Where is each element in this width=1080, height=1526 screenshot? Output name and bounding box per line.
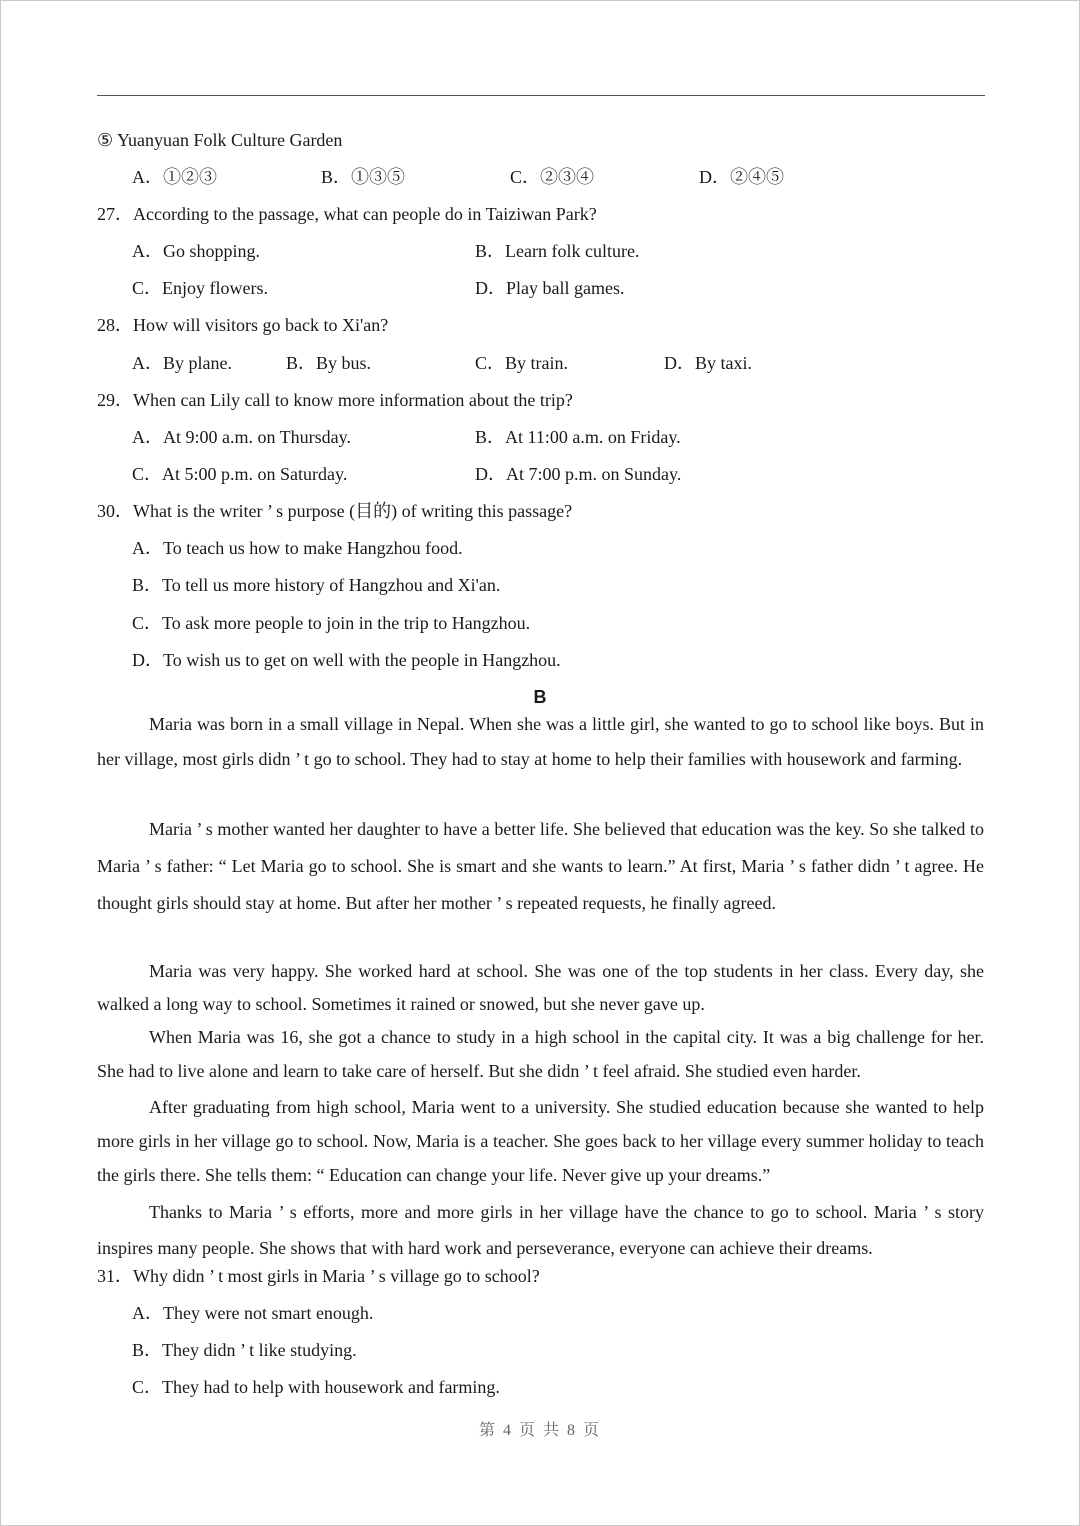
q28-options [132,352,853,374]
passage-paragraph-2: Maria ’ s mother wanted her daughter to have a better life. She believed that education was the key. So she talked to Maria ’ s father: “ Let Maria go to school. She is smart and she wants to learn.” At first, Maria ’ s father didn ’ t agree. He thought girls should stay at home. But after her mother ’ s repeated requests, he finally agreed. [97,819,984,913]
q29-options-row1 [132,426,818,448]
q28-question: 28．How will visitors go back to Xi'an? [97,315,389,335]
q31-question: 31．Why didn ’ t most girls in Maria ’ s village go to school? [97,1266,540,1286]
passage-paragraph-3: Maria was very happy. She worked hard at school. She was one of the top students in her class. Every day, she walked a long way to school. Sometimes it rained or snowed, but she never gave up. [97,961,984,1014]
q27-options-row1 [132,240,818,262]
q29-option-c[interactable]: C．At 5:00 p.m. on Saturday. [132,464,348,484]
header-rule [97,95,985,96]
q27-option-c[interactable]: C．Enjoy flowers. [132,278,268,298]
q26-option-a[interactable]: A．①②③ [132,167,217,187]
q30-option-b[interactable]: B．To tell us more history of Hangzhou and Xi'an. [132,575,501,595]
q27-question: 27．According to the passage, what can people do in Taiziwan Park? [97,204,597,224]
q27-options-row2 [132,277,818,299]
q26-option-d[interactable]: D．②④⑤ [699,167,784,187]
q29-options-row2 [132,463,818,485]
q30-option-c[interactable]: C．To ask more people to join in the trip to Hangzhou. [132,613,531,633]
q31-option-a[interactable]: A．They were not smart enough. [132,1303,374,1323]
q27-option-b[interactable]: B．Learn folk culture. [475,241,640,261]
q29-question: 29．When can Lily call to know more information about the trip? [97,390,573,410]
page-number-footer: 第 4 页 共 8 页 [478,1422,601,1439]
q26-item-5: ⑤ Yuanyuan Folk Culture Garden [97,130,343,150]
passage-paragraph-1: Maria was born in a small village in Nepal. When she was a little girl, she wanted to go to school like boys. But in her village, most girls didn ’ t go to school. They had to stay at home to help their families with housework and farming. [97,714,984,769]
q28-option-a[interactable]: A．By plane. [132,353,232,373]
q27-option-a[interactable]: A．Go shopping. [132,241,261,261]
q30-option-a[interactable]: A．To teach us how to make Hangzhou food. [132,538,463,558]
q26-option-c[interactable]: C．②③④ [510,167,595,187]
q29-option-b[interactable]: B．At 11:00 a.m. on Friday. [475,427,681,447]
passage-paragraph-4: When Maria was 16, she got a chance to study in a high school in the capital city. It was a big challenge for her. She had to live alone and learn to take care of herself. But she didn ’ t feel afraid. She studied even harder. [97,1027,984,1081]
q30-question: 30．What is the writer ’ s purpose (目的) of writing this passage? [97,501,573,521]
q29-option-a[interactable]: A．At 9:00 a.m. on Thursday. [132,427,351,447]
passage-paragraph-6: Thanks to Maria ’ s efforts, more and more girls in her village have the chance to go to school. Maria ’ s story inspires many people. She shows that with hard work and perseverance, everyone can achieve their dreams. [97,1202,984,1258]
q31-option-c[interactable]: C．They had to help with housework and farming. [132,1377,500,1397]
q28-option-c[interactable]: C．By train. [475,353,568,373]
q28-option-d[interactable]: D．By taxi. [664,353,752,373]
q27-option-d[interactable]: D．Play ball games. [475,278,625,298]
section-b-title: B [533,687,547,707]
q26-option-b[interactable]: B．①③⑤ [321,167,406,187]
q31-option-b[interactable]: B．They didn ’ t like studying. [132,1340,357,1360]
q29-option-d[interactable]: D．At 7:00 p.m. on Sunday. [475,464,682,484]
q30-option-d[interactable]: D．To wish us to get on well with the people in Hangzhou. [132,650,561,670]
q26-options [132,166,888,188]
q28-option-b[interactable]: B．By bus. [286,353,372,373]
passage-paragraph-5: After graduating from high school, Maria went to a university. She studied education because she wanted to help more girls in her village go to school. Now, Maria is a teacher. She goes back to her village every summer holiday to teach the girls there. She tells them: “ Education can change your life. Never give up your dreams.” [97,1097,984,1185]
